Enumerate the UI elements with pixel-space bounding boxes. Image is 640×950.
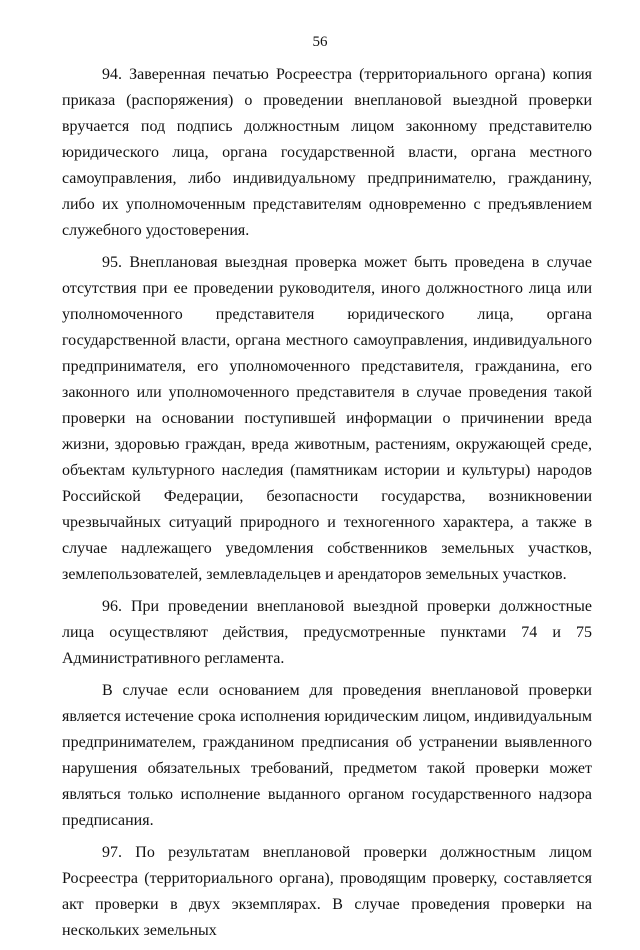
paragraph-96-continuation: В случае если основанием для проведения внеплановой проверки является истечение срока исполнения юридическим лицом, индивидуальным предпринимателем, гражданином предписания об устранении выявленного нарушения обязательных требований, предметом такой проверки может являться только исполнение выданного органом государственного надзора предписания. <box>62 682 592 829</box>
document-body <box>62 62 592 950</box>
paragraph-96: 96. При проведении внеплановой выездной проверки должностные лица осуществляют действия, предусмотренные пунктами 74 и 75 Административного регламента. <box>62 598 592 667</box>
paragraph-97: 97. По результатам внеплановой проверки должностным лицом Росреестра (территориального органа), проводящим проверку, составляется акт проверки в двух экземплярах. В случае проведения проверки на нескольких земельных <box>62 844 592 939</box>
paragraph-94: 94. Заверенная печатью Росреестра (территориального органа) копия приказа (распоряжения) о проведении внеплановой выездной проверки вручается под подпись должностным лицом законному представителю юридического лица, органа государственной власти, органа местного самоуправления, либо индивидуальному предпринимателю, гражданину, либо их уполномоченным представителям одновременно с предъявлением служебного удостоверения. <box>62 66 592 239</box>
paragraph-95: 95. Внеплановая выездная проверка может быть проведена в случае отсутствия при ее проведении руководителя, иного должностного лица или уполномоченного представителя юридического лица, органа государственной власти, органа местного самоуправления, индивидуального предпринимателя, его уполномоченного представителя, гражданина, его законного или уполномоченного представителя в случае проведения такой проверки на основании поступившей информации о причинении вреда жизни, здоровью граждан, вреда животным, растениям, окружающей среде, объектам культурного наследия (памятникам истории и культуры) народов Российской Федерации, безопасности государства, возникновении чрезвычайных ситуаций природного и техногенного характера, а также в случае надлежащего уведомления собственников земельных участков, землепользователей, землевладельцев и арендаторов земельных участков. <box>62 254 592 583</box>
page-number: 56 <box>312 34 328 50</box>
